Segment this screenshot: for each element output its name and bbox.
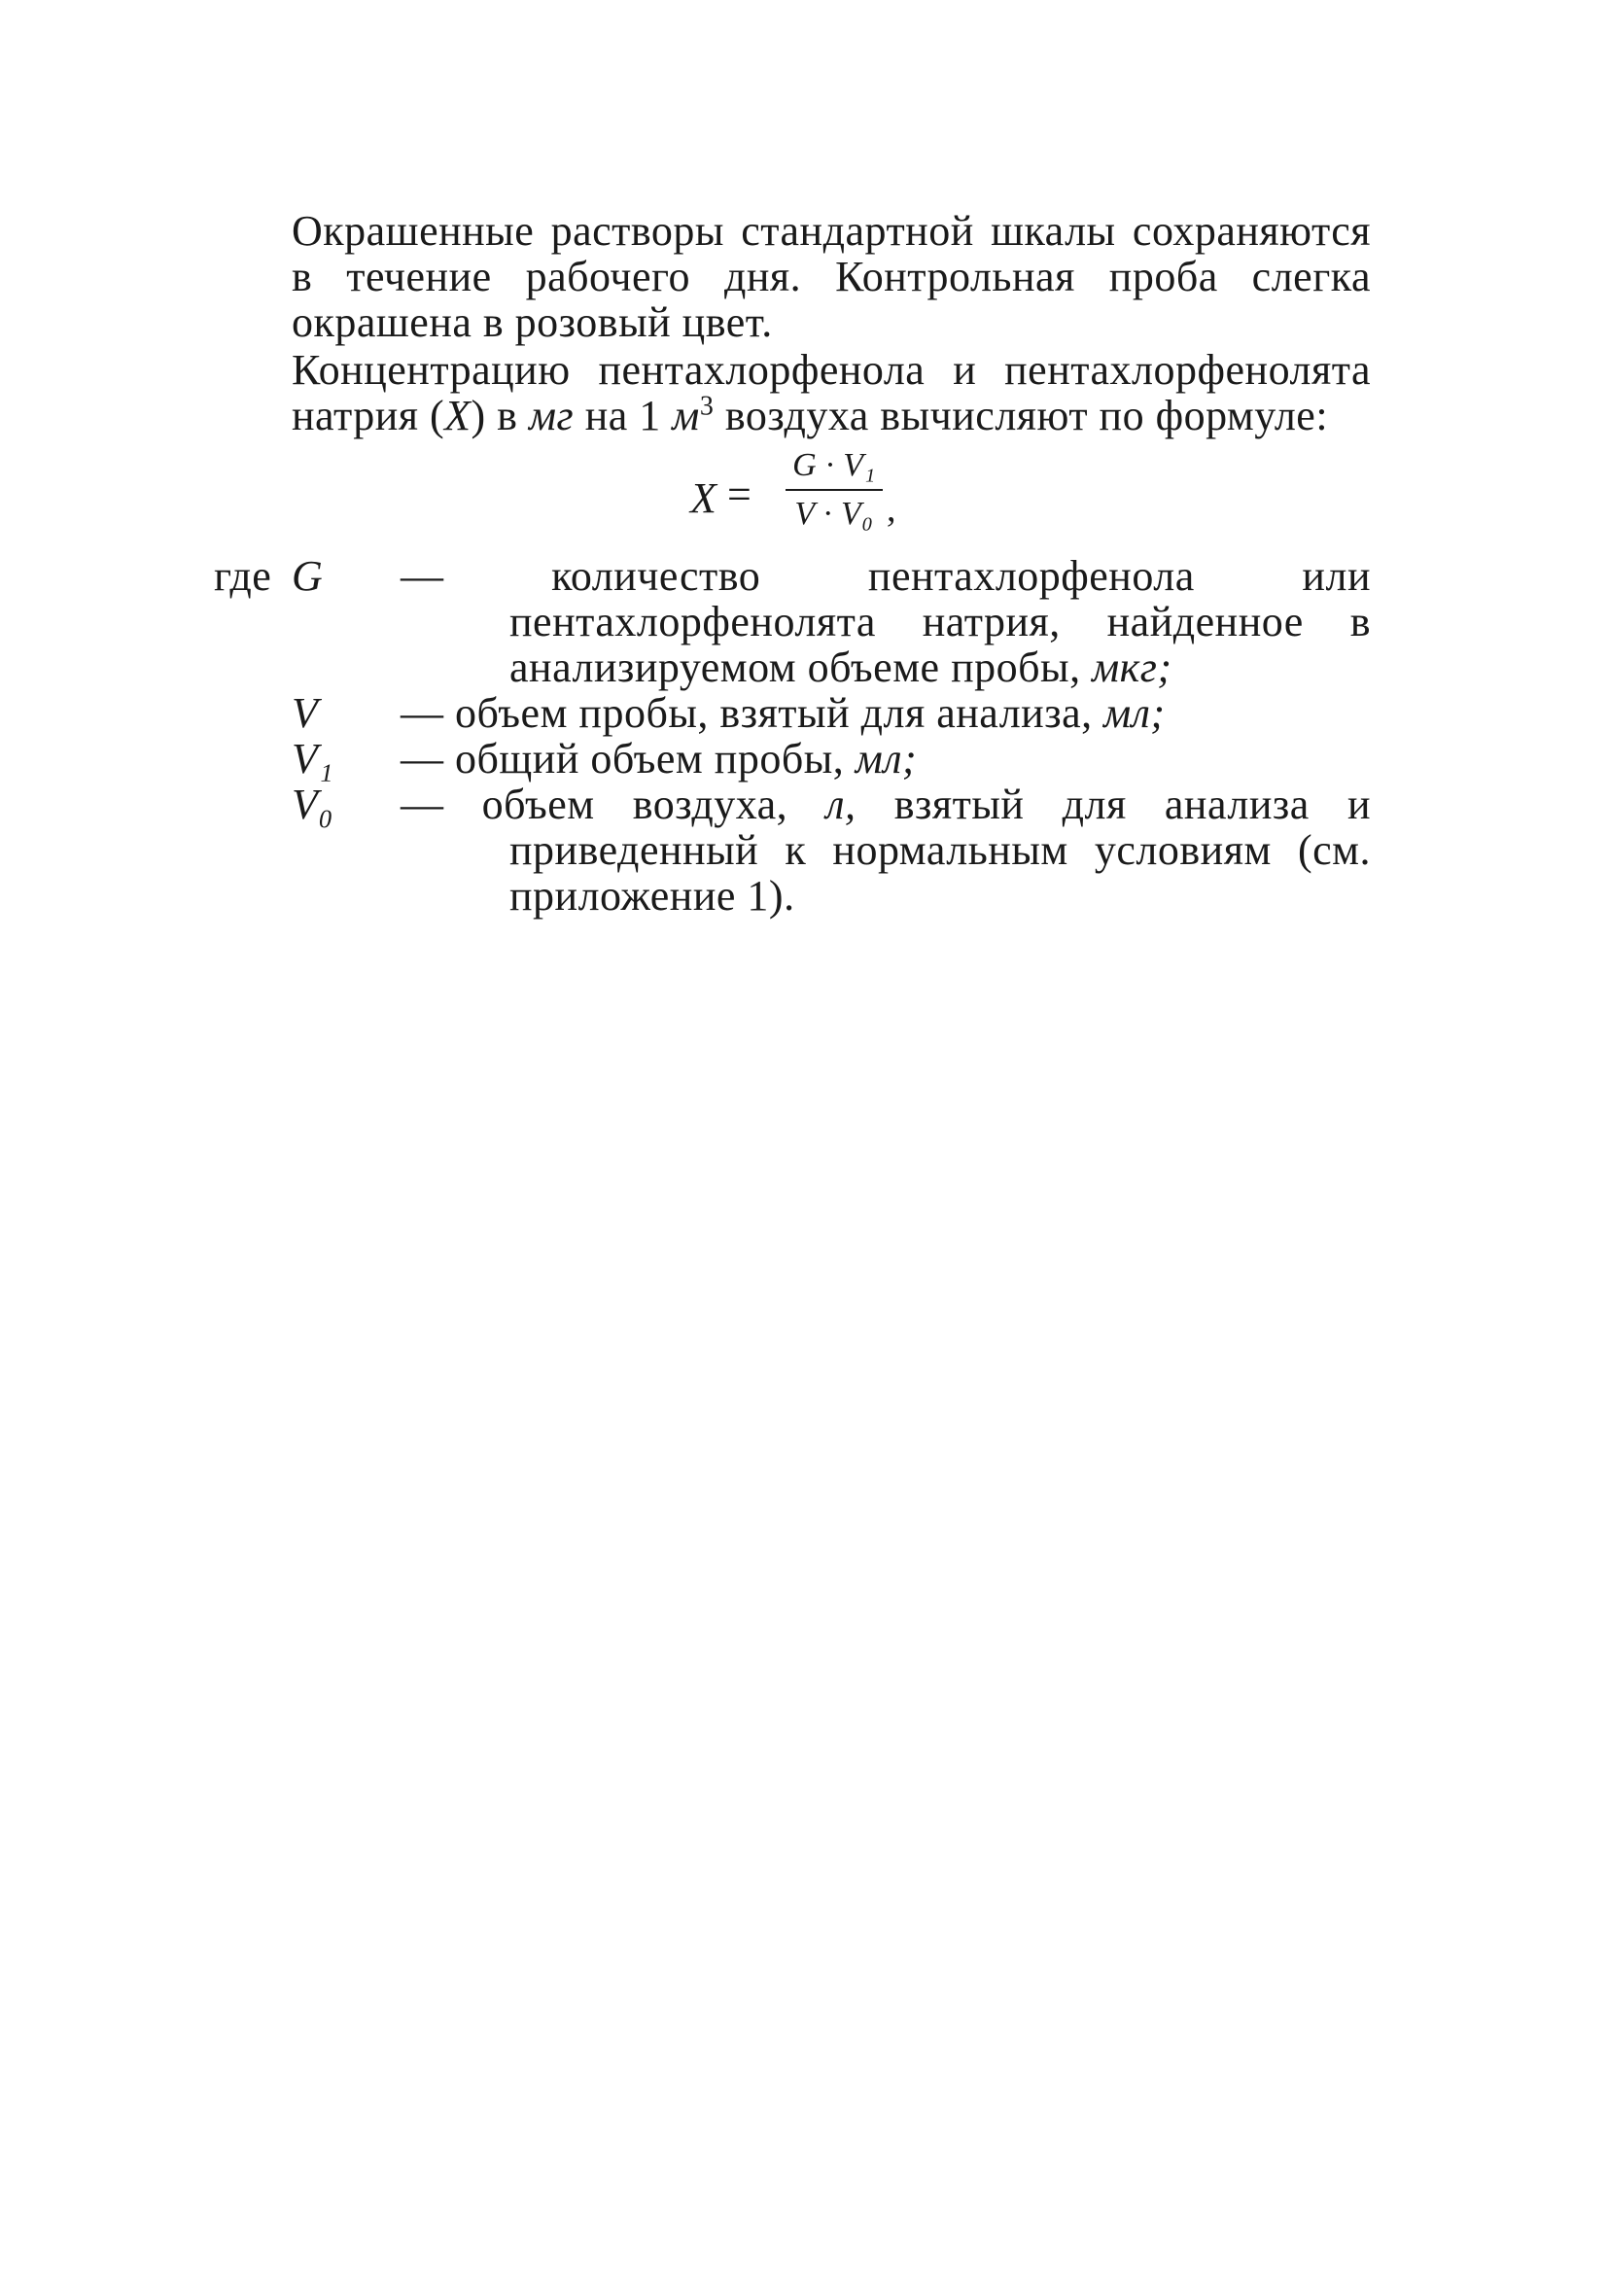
definition-text: — объем воздуха, [401, 781, 826, 828]
formula-denominator: V · V₀ [794, 496, 874, 532]
formula-lhs: X [690, 474, 717, 522]
definition-unit: мл; [855, 735, 918, 783]
formula-numerator: G · V₁ [792, 447, 876, 483]
definition-symbol: V₀ [292, 781, 334, 828]
definition-body [401, 736, 1371, 782]
variable-x: X [444, 392, 472, 439]
paragraph-2 [292, 347, 1371, 438]
formula-equals: = [727, 470, 752, 518]
definitions-list [214, 552, 1371, 920]
definition-body [401, 690, 1371, 736]
definition-text: — общий объем пробы, [401, 735, 856, 783]
unit-exponent: 3 [699, 391, 715, 422]
definition-v0 [292, 782, 1371, 919]
definition-symbol: V₁ [292, 735, 334, 783]
definition-symbol: V [292, 689, 319, 737]
definition-symbol: G [292, 552, 324, 600]
paragraph-2-text-a: Концентрацию пентахлорфенола и пентахлорфенолята натрия ( [292, 346, 1371, 439]
definition-text: — объем пробы, взятый для анализа, [401, 689, 1104, 737]
fraction-bar [786, 489, 883, 491]
definition-body [401, 553, 1371, 690]
definition-g [214, 552, 1371, 691]
formula [292, 446, 1371, 543]
definition-unit: л, [825, 781, 856, 828]
definition-unit: мкг; [1092, 644, 1172, 691]
definition-v1 [292, 736, 1371, 782]
definition-body [401, 782, 1371, 919]
unit-mg: мг [528, 392, 575, 439]
definition-text: — количество пентахлорфенола или пентахлорфенолята натрия, найденное в анализируемом объеме пробы, [401, 552, 1371, 691]
definition-unit: мл; [1103, 689, 1166, 737]
paragraph-2-text-d: воздуха вычисляют по формуле: [714, 392, 1329, 439]
definition-v [292, 690, 1371, 736]
unit-m: м [672, 392, 700, 439]
paragraph-1: Окрашенные растворы стандартной шкалы сохраняются в течение рабочего дня. Контрольная проба слегка окрашена в розовый цвет. [292, 207, 1371, 346]
formula-trailing-comma: , [887, 489, 896, 530]
paragraph-2-text-b: ) в [471, 392, 529, 439]
definition-text-continued: взятый для анализа и приведенный к нормальным условиям (см. приложение 1). [509, 781, 1371, 920]
formula-fraction [786, 446, 883, 534]
paragraph-2-text-c: на 1 [574, 392, 673, 439]
document-text [214, 207, 1371, 920]
definition-lead: где [214, 552, 272, 600]
